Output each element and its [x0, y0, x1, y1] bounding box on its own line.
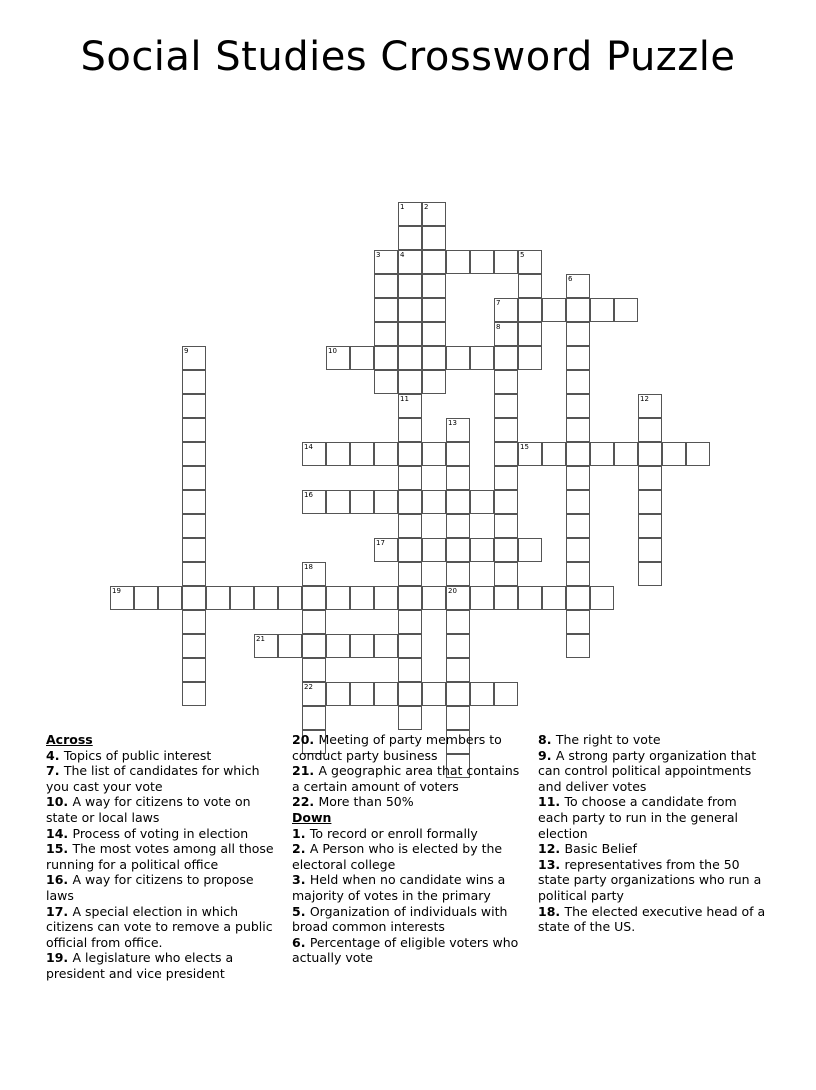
clue-text: Topics of public interest	[63, 747, 212, 763]
crossword-cell[interactable]	[302, 658, 326, 682]
crossword-cell[interactable]	[374, 490, 398, 514]
clue-item	[46, 904, 278, 951]
cell-number: 2	[424, 203, 429, 211]
crossword-cell[interactable]	[182, 490, 206, 514]
crossword-cell[interactable]	[350, 442, 374, 466]
clue-number: 20.	[292, 732, 319, 747]
clue-item	[538, 857, 770, 904]
crossword-cell[interactable]	[302, 490, 326, 514]
crossword-cell[interactable]	[374, 298, 398, 322]
clue-item	[46, 841, 278, 872]
clue-text: To choose a candidate from each party to run in the general election	[538, 794, 738, 841]
crossword-cell[interactable]	[182, 586, 206, 610]
crossword-cell[interactable]	[326, 682, 350, 706]
crossword-cell[interactable]	[398, 226, 422, 250]
crossword-cell[interactable]	[398, 706, 422, 730]
crossword-cell[interactable]	[422, 538, 446, 562]
crossword-cell[interactable]	[230, 586, 254, 610]
cell-number: 3	[376, 251, 381, 259]
clue-number: 17.	[46, 903, 73, 919]
crossword-cell[interactable]	[278, 634, 302, 658]
cell-number: 16	[304, 491, 313, 499]
clue-text: The right to vote	[555, 732, 661, 747]
clue-number: 5.	[292, 903, 310, 919]
crossword-cell[interactable]	[446, 490, 470, 514]
crossword-cell[interactable]	[518, 586, 542, 610]
cell-number: 13	[448, 419, 457, 427]
clue-text: The list of candidates for which you cast your vote	[46, 763, 260, 794]
crossword-cell[interactable]	[566, 346, 590, 370]
crossword-cell[interactable]	[398, 538, 422, 562]
crossword-cell[interactable]	[446, 346, 470, 370]
crossword-cell[interactable]	[566, 586, 590, 610]
clue-number: 8.	[538, 732, 556, 747]
crossword-cell[interactable]	[470, 346, 494, 370]
crossword-cell[interactable]	[422, 370, 446, 394]
crossword-cell[interactable]	[398, 322, 422, 346]
crossword-cell[interactable]	[494, 466, 518, 490]
crossword-cell[interactable]	[494, 490, 518, 514]
crossword-cell[interactable]	[494, 562, 518, 586]
clue-number: 9.	[538, 747, 556, 763]
clue-item	[292, 872, 524, 903]
clue-item	[538, 841, 770, 857]
cell-number: 9	[184, 347, 189, 355]
cell-number: 6	[568, 275, 573, 283]
crossword-cell[interactable]	[182, 682, 206, 706]
crossword-cell[interactable]	[182, 658, 206, 682]
crossword-cell[interactable]	[398, 682, 422, 706]
clue-item	[538, 904, 770, 935]
crossword-cell[interactable]	[446, 682, 470, 706]
clue-item	[46, 872, 278, 903]
clue-text: Held when no candidate wins a majority of votes in the primary	[292, 872, 506, 903]
crossword-cell[interactable]	[398, 298, 422, 322]
crossword-cell[interactable]	[374, 634, 398, 658]
clue-number: 2.	[292, 841, 310, 857]
clue-text: Process of voting in election	[72, 825, 249, 841]
crossword-cell[interactable]	[422, 682, 446, 706]
clue-text: The elected executive head of a state of the US.	[538, 903, 766, 935]
crossword-cell[interactable]	[350, 346, 374, 370]
cell-number: 20	[448, 587, 457, 595]
crossword-cell[interactable]	[446, 562, 470, 586]
crossword-cell[interactable]	[398, 346, 422, 370]
page-title: Social Studies Crossword Puzzle	[80, 34, 736, 80]
crossword-cell[interactable]	[398, 586, 422, 610]
crossword-cell[interactable]	[518, 322, 542, 346]
crossword-cell[interactable]	[446, 514, 470, 538]
clue-item	[46, 748, 278, 764]
crossword-cell[interactable]	[254, 634, 278, 658]
crossword-cell[interactable]	[638, 442, 662, 466]
crossword-cell[interactable]	[446, 538, 470, 562]
crossword-cell[interactable]	[638, 538, 662, 562]
crossword-cell[interactable]	[494, 418, 518, 442]
crossword-cell[interactable]	[326, 442, 350, 466]
cell-number: 21	[256, 635, 265, 643]
crossword-cell[interactable]	[494, 442, 518, 466]
clue-number: 16.	[46, 872, 73, 888]
clues-column-1	[46, 732, 278, 982]
crossword-cell[interactable]	[446, 466, 470, 490]
clue-number: 10.	[46, 794, 73, 810]
clue-item	[538, 748, 770, 795]
crossword-cell[interactable]	[518, 538, 542, 562]
clue-text: A geographic area that contains a certain amount of voters	[292, 763, 520, 794]
crossword-cell[interactable]	[398, 514, 422, 538]
crossword-cell[interactable]	[182, 514, 206, 538]
crossword-cell[interactable]	[494, 394, 518, 418]
crossword-cell[interactable]	[374, 586, 398, 610]
crossword-cell[interactable]	[638, 394, 662, 418]
crossword-cell[interactable]	[422, 202, 446, 226]
clue-item	[292, 935, 524, 966]
cell-number: 7	[496, 299, 501, 307]
crossword-cell[interactable]	[446, 442, 470, 466]
clue-number: 19.	[46, 950, 73, 966]
crossword-cell[interactable]	[542, 586, 566, 610]
crossword-cell[interactable]	[374, 322, 398, 346]
crossword-cell[interactable]	[446, 610, 470, 634]
crossword-cell[interactable]	[422, 490, 446, 514]
clue-text: A special election in which citizens can vote to remove a public official from office.	[46, 903, 273, 950]
clue-item	[538, 794, 770, 841]
crossword-cell[interactable]	[446, 250, 470, 274]
crossword-cell[interactable]	[302, 610, 326, 634]
crossword-cell[interactable]	[542, 298, 566, 322]
crossword-cell[interactable]	[566, 394, 590, 418]
crossword-cell[interactable]	[350, 634, 374, 658]
crossword-cell[interactable]	[518, 346, 542, 370]
crossword-cell[interactable]	[182, 370, 206, 394]
clue-item	[292, 841, 524, 872]
cell-number: 15	[520, 443, 529, 451]
clue-text: Percentage of eligible voters who actually vote	[292, 934, 519, 966]
crossword-cell[interactable]	[470, 490, 494, 514]
clue-number: 3.	[292, 872, 310, 888]
cell-number: 22	[304, 683, 313, 691]
crossword-cell[interactable]	[686, 442, 710, 466]
crossword-cell[interactable]	[326, 346, 350, 370]
cell-number: 8	[496, 323, 501, 331]
cell-number: 5	[520, 251, 525, 259]
crossword-grid-container	[0, 94, 816, 691]
crossword-cell[interactable]	[254, 586, 278, 610]
crossword-cell[interactable]	[566, 490, 590, 514]
crossword-cell[interactable]	[182, 466, 206, 490]
crossword-cell[interactable]	[494, 298, 518, 322]
crossword-cell[interactable]	[182, 442, 206, 466]
clue-text: A strong party organization that can control political appointments and deliver votes	[538, 747, 757, 794]
crossword-cell[interactable]	[278, 586, 302, 610]
clue-number: 22.	[292, 794, 319, 810]
crossword-cell[interactable]	[494, 538, 518, 562]
cell-number: 19	[112, 587, 121, 595]
clue-number: 4.	[46, 747, 64, 763]
crossword-cell[interactable]	[302, 586, 326, 610]
crossword-cell[interactable]	[566, 514, 590, 538]
crossword-cell[interactable]	[446, 658, 470, 682]
crossword-cell[interactable]	[158, 586, 182, 610]
clue-number: 7.	[46, 763, 64, 779]
crossword-cell[interactable]	[494, 514, 518, 538]
crossword-cell[interactable]	[326, 490, 350, 514]
crossword-cell[interactable]	[110, 586, 134, 610]
clue-item	[538, 732, 770, 748]
crossword-cell[interactable]	[494, 346, 518, 370]
crossword-cell[interactable]	[374, 682, 398, 706]
crossword-cell[interactable]	[446, 634, 470, 658]
clues-section-heading: Down	[292, 809, 332, 825]
crossword-cell[interactable]	[590, 298, 614, 322]
crossword-cell[interactable]	[470, 586, 494, 610]
clue-item	[292, 904, 524, 935]
cell-number: 12	[640, 395, 649, 403]
clue-item	[292, 826, 524, 842]
clue-number: 6.	[292, 934, 310, 950]
crossword-cell[interactable]	[446, 706, 470, 730]
crossword-cell[interactable]	[398, 370, 422, 394]
crossword-cell[interactable]	[350, 682, 374, 706]
crossword-cell[interactable]	[182, 418, 206, 442]
clue-number: 21.	[292, 763, 319, 779]
crossword-cell[interactable]	[398, 274, 422, 298]
crossword-cell[interactable]	[182, 346, 206, 370]
cell-number: 18	[304, 563, 313, 571]
clue-text: Organization of individuals with broad common interests	[292, 903, 508, 935]
crossword-cell[interactable]	[182, 610, 206, 634]
clue-text: Meeting of party members to conduct party business	[292, 732, 502, 763]
crossword-cell[interactable]	[566, 370, 590, 394]
crossword-cell[interactable]	[302, 634, 326, 658]
crossword-cell[interactable]	[638, 490, 662, 514]
crossword-cell[interactable]	[422, 442, 446, 466]
crossword-cell[interactable]	[494, 322, 518, 346]
clue-number: 15.	[46, 841, 73, 857]
crossword-cell[interactable]	[302, 562, 326, 586]
crossword-cell[interactable]	[494, 586, 518, 610]
crossword-cell[interactable]	[566, 562, 590, 586]
crossword-cell[interactable]	[302, 682, 326, 706]
crossword-cell[interactable]	[422, 226, 446, 250]
crossword-cell[interactable]	[398, 634, 422, 658]
crossword-cell[interactable]	[422, 298, 446, 322]
crossword-cell[interactable]	[302, 442, 326, 466]
crossword-cell[interactable]	[398, 562, 422, 586]
crossword-cell[interactable]	[494, 250, 518, 274]
crossword-cell[interactable]	[374, 442, 398, 466]
clue-number: 11.	[538, 794, 565, 810]
crossword-cell[interactable]	[398, 466, 422, 490]
crossword-cell[interactable]	[614, 298, 638, 322]
crossword-cell[interactable]	[206, 586, 230, 610]
clue-text: To record or enroll formally	[309, 825, 478, 841]
crossword-cell[interactable]	[398, 658, 422, 682]
crossword-cell[interactable]	[398, 610, 422, 634]
crossword-cell[interactable]	[182, 538, 206, 562]
cell-number: 10	[328, 347, 337, 355]
crossword-cell[interactable]	[566, 466, 590, 490]
clue-text: A way for citizens to vote on state or local laws	[46, 794, 251, 825]
crossword-cell[interactable]	[470, 682, 494, 706]
clue-text: More than 50%	[318, 794, 414, 810]
crossword-cell[interactable]	[566, 538, 590, 562]
crossword-cell[interactable]	[638, 562, 662, 586]
crossword-cell[interactable]	[566, 322, 590, 346]
crossword-cell[interactable]	[494, 370, 518, 394]
clue-item	[46, 826, 278, 842]
cell-number: 1	[400, 203, 405, 211]
crossword-cell[interactable]	[518, 250, 542, 274]
crossword-cell[interactable]	[422, 274, 446, 298]
crossword-cell[interactable]	[398, 202, 422, 226]
crossword-cell[interactable]	[566, 610, 590, 634]
crossword-cell[interactable]	[182, 562, 206, 586]
clue-number: 12.	[538, 841, 565, 857]
crossword-cell[interactable]	[422, 586, 446, 610]
crossword-cell[interactable]	[422, 322, 446, 346]
clue-number: 18.	[538, 903, 565, 919]
crossword-cell[interactable]	[590, 442, 614, 466]
crossword-cell[interactable]	[374, 370, 398, 394]
clue-text: representatives from the 50 state party organizations who run a political party	[538, 856, 762, 903]
clues-column-3	[538, 732, 770, 982]
crossword-cell[interactable]	[374, 538, 398, 562]
crossword-cell[interactable]	[590, 586, 614, 610]
clue-number: 14.	[46, 825, 73, 841]
crossword-cell[interactable]	[566, 442, 590, 466]
clue-text: A Person who is elected by the electoral college	[292, 841, 503, 872]
crossword-cell[interactable]	[494, 682, 518, 706]
crossword-cell[interactable]	[518, 298, 542, 322]
crossword-cell[interactable]	[566, 418, 590, 442]
crossword-cell[interactable]	[518, 442, 542, 466]
crossword-cell[interactable]	[566, 298, 590, 322]
crossword-cell[interactable]	[662, 442, 686, 466]
clue-item	[292, 732, 524, 763]
clue-number: 13.	[538, 856, 565, 872]
clue-text: The most votes among all those running for a political office	[46, 841, 274, 872]
crossword-cell[interactable]	[470, 538, 494, 562]
crossword-cell[interactable]	[398, 418, 422, 442]
clue-item	[292, 763, 524, 794]
cell-number: 11	[400, 395, 409, 403]
clue-item	[46, 794, 278, 825]
crossword-cell[interactable]	[566, 274, 590, 298]
crossword-cell[interactable]	[374, 346, 398, 370]
crossword-cell[interactable]	[470, 250, 494, 274]
cell-number: 4	[400, 251, 405, 259]
clue-text: A way for citizens to propose laws	[46, 872, 254, 903]
cell-number: 17	[376, 539, 385, 547]
crossword-cell[interactable]	[398, 394, 422, 418]
crossword-cell[interactable]	[566, 634, 590, 658]
crossword-cell[interactable]	[542, 442, 566, 466]
crossword-cell[interactable]	[638, 466, 662, 490]
clue-item	[46, 763, 278, 794]
clue-item	[292, 794, 524, 810]
cell-number: 14	[304, 443, 313, 451]
crossword-cell[interactable]	[374, 250, 398, 274]
crossword-cell[interactable]	[302, 706, 326, 730]
crossword-cell[interactable]	[350, 490, 374, 514]
crossword-cell[interactable]	[422, 250, 446, 274]
crossword-cell[interactable]	[446, 586, 470, 610]
crossword-cell[interactable]	[398, 442, 422, 466]
crossword-cell[interactable]	[638, 514, 662, 538]
clue-number: 1.	[292, 825, 310, 841]
crossword-cell[interactable]	[398, 490, 422, 514]
clue-text: Basic Belief	[564, 841, 637, 857]
crossword-cell[interactable]	[374, 274, 398, 298]
crossword-cell[interactable]	[518, 274, 542, 298]
crossword-cell[interactable]	[614, 442, 638, 466]
crossword-cell[interactable]	[350, 586, 374, 610]
crossword-cell[interactable]	[398, 250, 422, 274]
clue-text: A legislature who elects a president and vice president	[46, 950, 234, 981]
crossword-cell[interactable]	[134, 586, 158, 610]
crossword-cell[interactable]	[422, 346, 446, 370]
crossword-cell[interactable]	[182, 634, 206, 658]
clues-column-2	[292, 732, 524, 982]
clue-item	[46, 950, 278, 981]
crossword-cell[interactable]	[182, 394, 206, 418]
crossword-cell[interactable]	[326, 586, 350, 610]
crossword-cell[interactable]	[638, 418, 662, 442]
crossword-cell[interactable]	[326, 634, 350, 658]
clues-section	[46, 732, 776, 982]
clues-section-heading: Across	[46, 732, 93, 747]
crossword-cell[interactable]	[446, 418, 470, 442]
